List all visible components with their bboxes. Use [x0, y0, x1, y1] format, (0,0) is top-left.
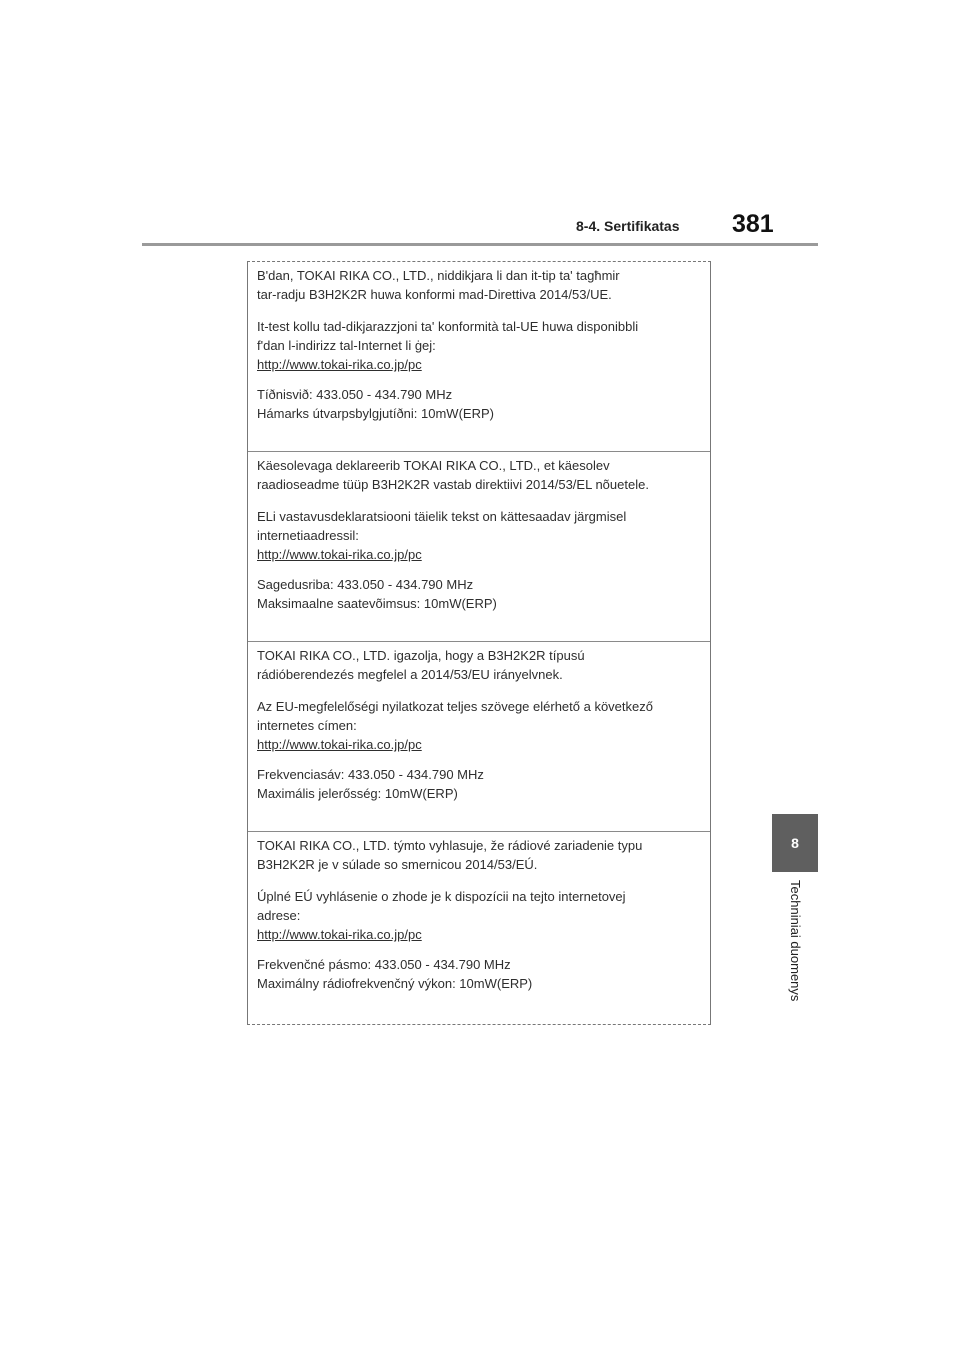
chapter-tab[interactable] [772, 814, 818, 872]
availability-line: It-test kollu tad-dikjarazzjoni ta' konformità tal-UE huwa disponibbli [257, 319, 639, 334]
declaration-line: B3H2K2R je v súlade so smernicou 2014/53/EÚ. [257, 857, 538, 872]
availability-line: f'dan l-indirizz tal-Internet li ġej: [257, 338, 436, 353]
declaration-line: B'dan, TOKAI RIKA CO., LTD., niddikjara li dan it-tip ta' tagħmir [257, 268, 620, 283]
cert-section-slovak [248, 832, 710, 1022]
section-title: 8-4. Sertifikatas [576, 218, 680, 234]
frequency-band: Frekvenciasáv: 433.050 - 434.790 MHz [257, 767, 484, 782]
declaration-line: TOKAI RIKA CO., LTD. týmto vyhlasuje, že rádiové zariadenie typu [257, 838, 643, 853]
max-power: Hámarks útvarpsbylgjutíðni: 10mW(ERP) [257, 406, 494, 421]
chapter-title-text: Techniniai duomenys [788, 880, 803, 1002]
page-number: 381 [732, 210, 774, 238]
declaration-url-link[interactable]: http://www.tokai-rika.co.jp/pc [257, 927, 422, 942]
cert-section-hungarian [248, 642, 710, 832]
availability-line: internetes címen: [257, 718, 357, 733]
availability-line: Az EU-megfelelőségi nyilatkozat teljes szövege elérhető a következő [257, 699, 653, 714]
max-power: Maximálny rádiofrekvenčný výkon: 10mW(ERP) [257, 976, 533, 991]
availability-line: internetiaadressil: [257, 528, 359, 543]
declaration-line: TOKAI RIKA CO., LTD. igazolja, hogy a B3H2K2R típusú [257, 648, 585, 663]
frequency-band: Frekvenčné pásmo: 433.050 - 434.790 MHz [257, 957, 511, 972]
availability-line: ELi vastavusdeklaratsiooni täielik tekst on kättesaadav järgmisel [257, 509, 627, 524]
declaration-line: tar-radju B3H2K2R huwa konformi mad-Direttiva 2014/53/UE. [257, 287, 612, 302]
cert-section-maltese [248, 262, 710, 452]
cert-section-estonian [248, 452, 710, 642]
declaration-url-link[interactable]: http://www.tokai-rika.co.jp/pc [257, 357, 422, 372]
declaration-line: Käesolevaga deklareerib TOKAI RIKA CO., LTD., et käesolev [257, 458, 610, 473]
max-power: Maximális jelerősség: 10mW(ERP) [257, 786, 458, 801]
header-divider [142, 243, 818, 246]
declaration-line: raadioseadme tüüp B3H2K2R vastab direktiivi 2014/53/EL nõuetele. [257, 477, 649, 492]
frequency-band: Tíðnisvið: 433.050 - 434.790 MHz [257, 387, 453, 402]
declaration-line: rádióberendezés megfelel a 2014/53/EU irányelvnek. [257, 667, 563, 682]
availability-line: adrese: [257, 908, 301, 923]
max-power: Maksimaalne saatevõimsus: 10mW(ERP) [257, 596, 497, 611]
declaration-url-link[interactable]: http://www.tokai-rika.co.jp/pc [257, 737, 422, 752]
chapter-number: 8 [791, 835, 799, 851]
declaration-url-link[interactable]: http://www.tokai-rika.co.jp/pc [257, 547, 422, 562]
certification-box [247, 261, 711, 1025]
availability-line: Úplné EÚ vyhlásenie o zhode je k dispozícii na tejto internetovej [257, 889, 626, 904]
frequency-band: Sagedusriba: 433.050 - 434.790 MHz [257, 577, 474, 592]
